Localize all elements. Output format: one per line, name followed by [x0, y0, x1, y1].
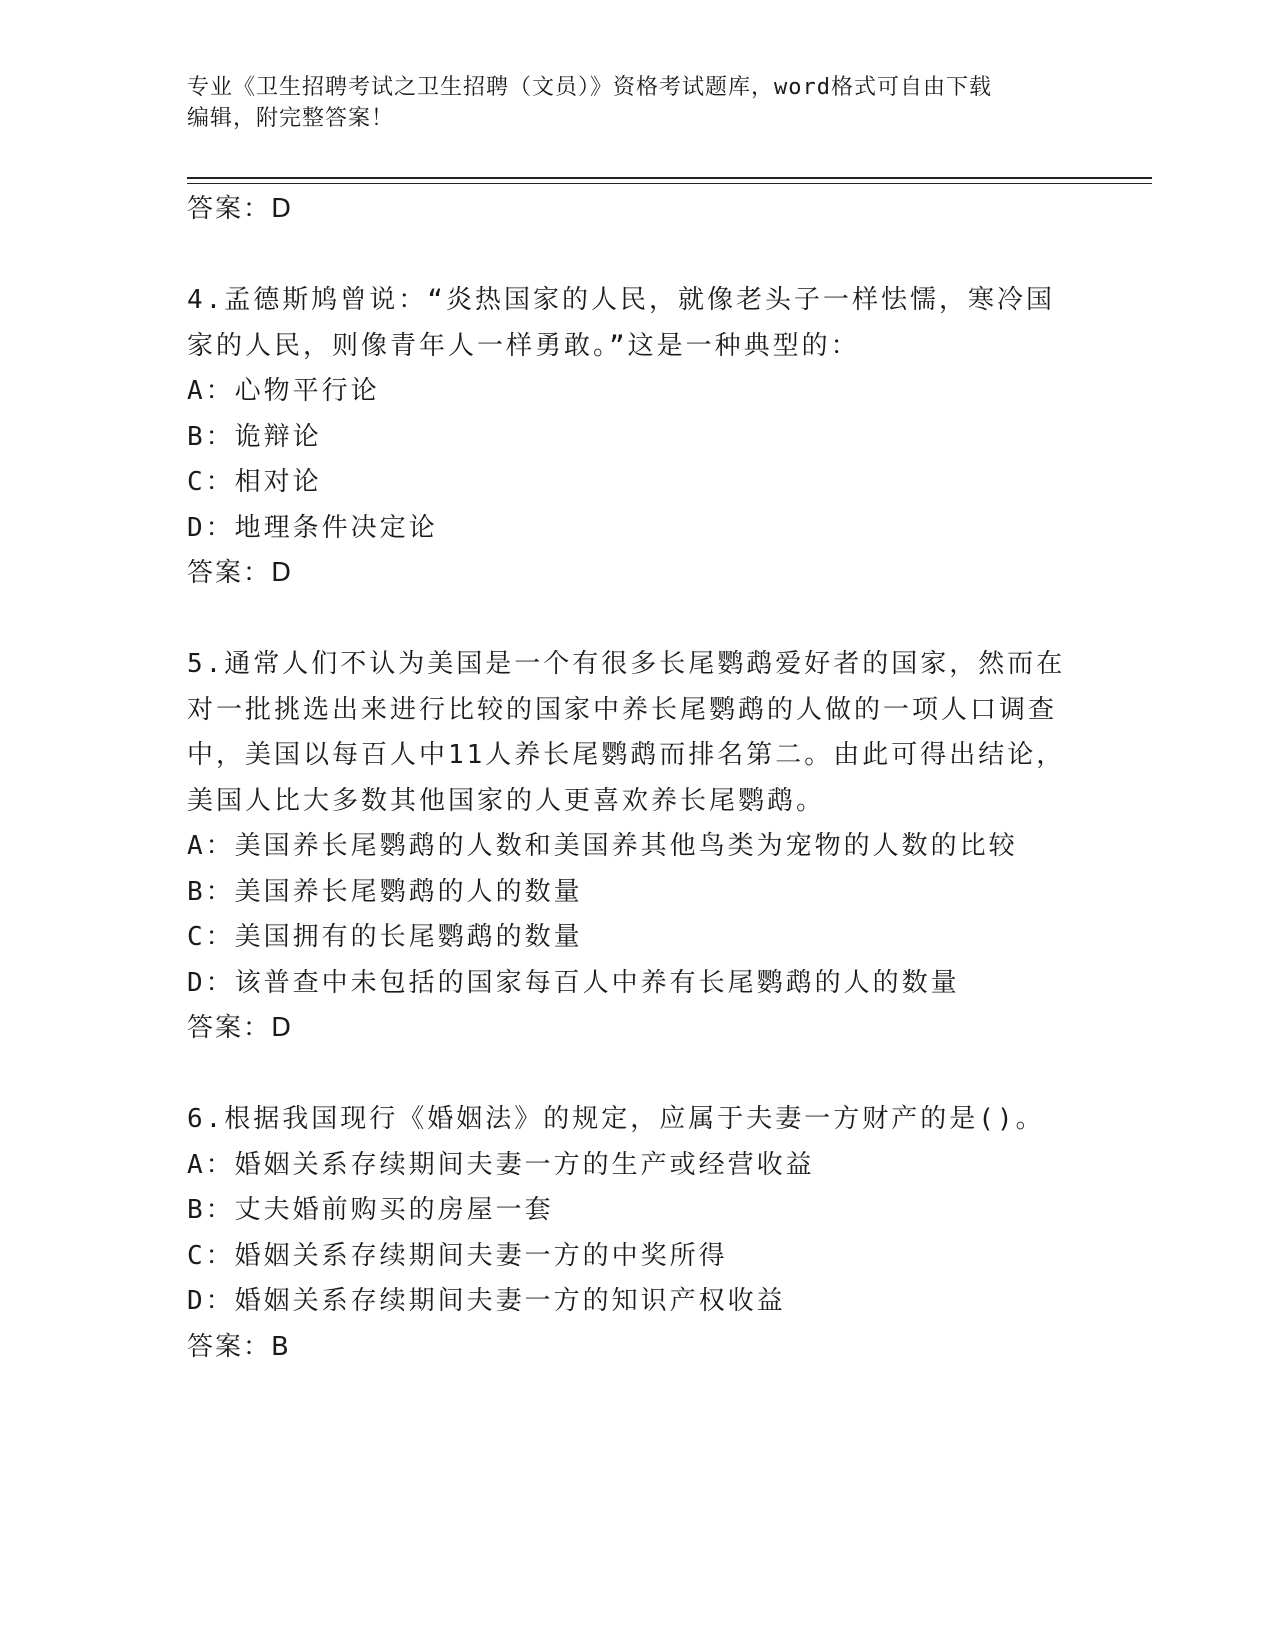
question-stem-line: 美国人比大多数其他国家的人更喜欢养长尾鹦鹉。 [187, 785, 826, 816]
option-a: A：婚姻关系存续期间夫妻一方的生产或经营收益 [187, 1149, 815, 1180]
header-rule-thick [187, 177, 1152, 179]
spacer [187, 597, 1087, 643]
option-a: A：心物平行论 [187, 376, 380, 406]
header-line-1: 专业《卫生招聘考试之卫生招聘（文员）》资格考试题库，word格式可自由下载 [187, 75, 992, 100]
question-stem-line: 对一批挑选出来进行比较的国家中养长尾鹦鹉的人做的一项人口调查 [187, 694, 1058, 725]
option-d: D：婚姻关系存续期间夫妻一方的知识产权收益 [187, 1286, 786, 1316]
option-b: B：丈夫婚前购买的房屋一套 [187, 1195, 554, 1225]
answer-line: 答案：D [187, 194, 294, 224]
question-block [187, 1097, 1087, 1370]
option-a: A：美国养长尾鹦鹉的人数和美国养其他鸟类为宠物的人数的比较 [187, 831, 1018, 861]
question-block [187, 642, 1087, 1052]
answer-line: 答案：D [187, 558, 294, 588]
spacer [187, 1052, 1087, 1098]
option-d: D：地理条件决定论 [187, 512, 438, 543]
document-header [187, 72, 1087, 134]
option-c: C：婚姻关系存续期间夫妻一方的中奖所得 [187, 1240, 728, 1271]
question-stem-line: 5.通常人们不认为美国是一个有很多长尾鹦鹉爱好者的国家，然而在 [187, 649, 1066, 679]
question-stem-line: 家的人民，则像青年人一样勇敢。”这是一种典型的： [187, 330, 860, 361]
option-c: C：美国拥有的长尾鹦鹉的数量 [187, 922, 583, 952]
answer-line: 答案：B [187, 1331, 291, 1362]
question-stem-line: 中，美国以每百人中11人养长尾鹦鹉而排名第二。由此可得出结论， [187, 740, 1066, 770]
option-d: D：该普查中未包括的国家每百人中养有长尾鹦鹉的人的数量 [187, 967, 960, 998]
question-stem-line: 6.根据我国现行《婚姻法》的规定，应属于夫妻一方财产的是()。 [187, 1104, 1045, 1134]
option-b: B：美国养长尾鹦鹉的人的数量 [187, 876, 583, 907]
option-b: B：诡辩论 [187, 421, 322, 452]
header-rule-thin [187, 183, 1152, 184]
question-list [187, 187, 1087, 1370]
question-block [187, 278, 1087, 597]
option-c: C：相对论 [187, 467, 322, 497]
header-line-2: 编辑，附完整答案！ [187, 106, 395, 131]
answer-line: 答案：D [187, 1013, 294, 1043]
question-stem-line: 4.孟德斯鸠曾说：“炎热国家的人民，就像老头子一样怯懦，寒冷国 [187, 285, 1055, 315]
spacer [187, 233, 1087, 279]
